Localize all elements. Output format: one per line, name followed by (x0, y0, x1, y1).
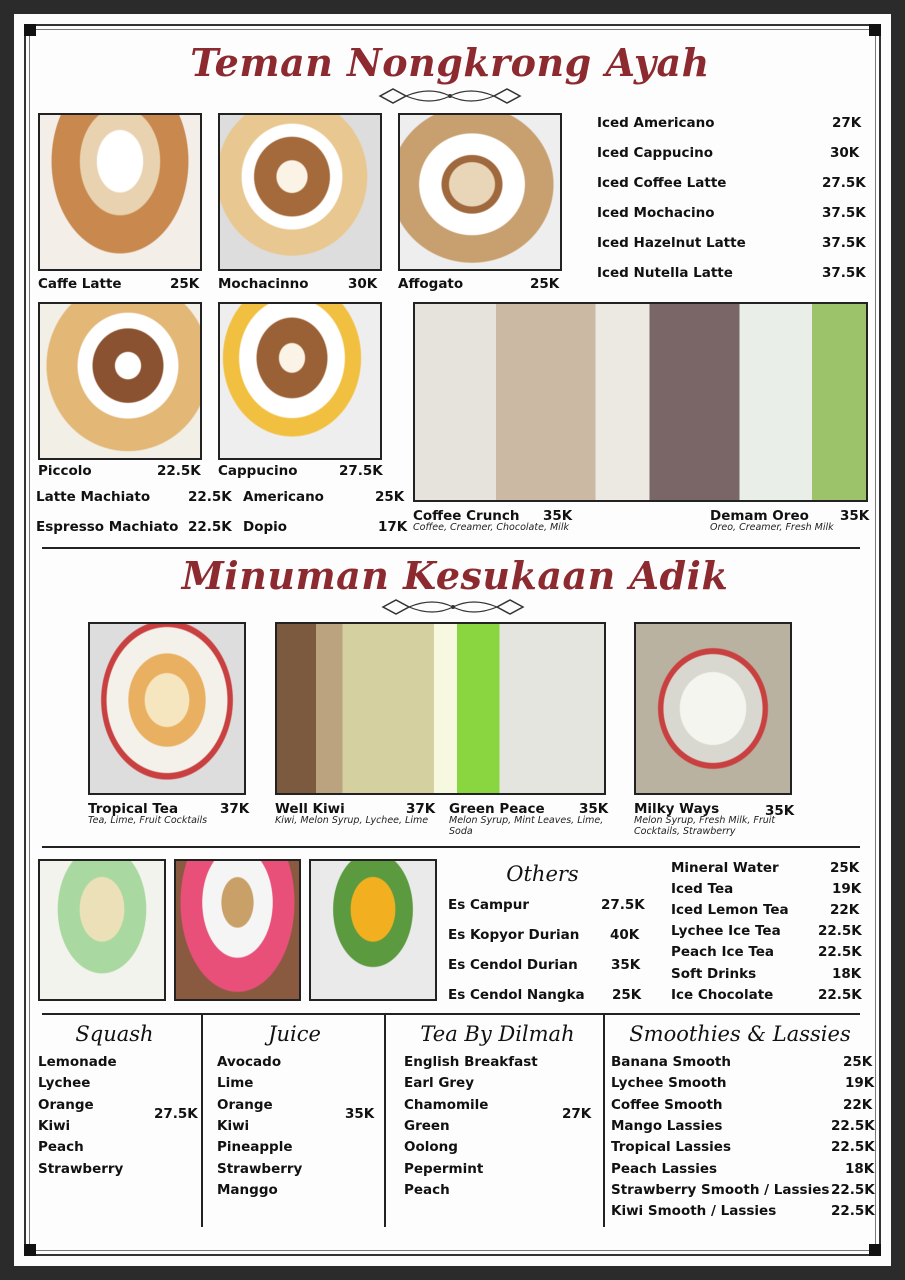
section-title-kids: Minuman Kesukaan Adik (181, 553, 729, 598)
item-price: 35K (611, 957, 641, 973)
item-desc: Melon Syrup, Mint Leaves, Lime, (449, 815, 604, 826)
item-name: Dopio (243, 519, 288, 535)
juice-title: Juice (268, 1022, 321, 1046)
affogato-photo (398, 113, 562, 271)
item-name: Iced Lemon Tea (671, 902, 789, 918)
item-desc: Cocktails, Strawberry (634, 826, 736, 837)
es-campur-photo (38, 859, 166, 1001)
item-name: Lychee (38, 1075, 91, 1091)
item-name: Milky Ways (634, 801, 720, 817)
item-price: 25K (843, 1054, 873, 1070)
corner-ornament (24, 24, 36, 36)
cappucino-photo (218, 302, 382, 460)
item-name: Affogato (398, 276, 464, 292)
item-price: 22K (830, 902, 860, 918)
item-price: 19K (845, 1075, 875, 1091)
section-title-coffee: Teman Nongkrong Ayah (190, 40, 710, 85)
squash-title: Squash (75, 1022, 154, 1046)
item-name: Iced Coffee Latte (597, 175, 727, 191)
item-price: 35K (345, 1106, 375, 1122)
ornament-divider-icon (375, 86, 525, 106)
item-price: 18K (832, 966, 862, 982)
item-price: 22.5K (818, 987, 862, 1003)
item-name: Lychee Smooth (611, 1075, 727, 1091)
item-price: 27.5K (601, 897, 645, 913)
iced-blended-photo (413, 302, 868, 502)
column-divider (201, 1015, 203, 1227)
item-price: 37.5K (822, 235, 866, 251)
item-name: Chamomile (404, 1097, 489, 1113)
corner-ornament (869, 1244, 881, 1256)
corner-ornament (24, 1244, 36, 1256)
item-price: 25K (830, 860, 860, 876)
item-price: 37K (406, 801, 436, 817)
item-desc: Oreo, Creamer, Fresh Milk (710, 522, 834, 533)
item-name: Lychee Ice Tea (671, 923, 781, 939)
es-kopyor-photo (174, 859, 301, 1001)
item-name: Pepermint (404, 1161, 484, 1177)
item-name: Pineapple (217, 1139, 293, 1155)
item-price: 40K (610, 927, 640, 943)
item-name: Espresso Machiato (36, 519, 179, 535)
item-name: Coffee Crunch (413, 508, 520, 524)
item-name: Iced Cappucino (597, 145, 714, 161)
item-name: Es Campur (448, 897, 529, 913)
section-divider (42, 1013, 860, 1015)
item-price: 19K (832, 881, 862, 897)
item-name: Manggo (217, 1182, 278, 1198)
tropical-tea-photo (88, 622, 246, 795)
item-price: 27K (562, 1106, 592, 1122)
item-name: Mineral Water (671, 860, 779, 876)
item-name: Tropical Lassies (611, 1139, 731, 1155)
item-name: Americano (243, 489, 324, 505)
item-price: 22.5K (188, 519, 232, 535)
ornament-divider-icon (378, 597, 528, 617)
item-price: 35K (765, 803, 795, 819)
item-name: Es Cendol Nangka (448, 987, 585, 1003)
item-price: 17K (378, 519, 408, 535)
item-name: Lime (217, 1075, 254, 1091)
item-desc: Soda (449, 826, 473, 837)
item-price: 22.5K (831, 1203, 875, 1219)
item-name: Strawberry Smooth / Lassies (611, 1182, 830, 1198)
item-name: Latte Machiato (36, 489, 151, 505)
item-desc: Tea, Lime, Fruit Cocktails (88, 815, 208, 826)
item-name: English Breakfast (404, 1054, 538, 1070)
item-price: 25K (612, 987, 642, 1003)
item-name: Peach (38, 1139, 84, 1155)
item-price: 22K (843, 1097, 873, 1113)
item-name: Es Cendol Durian (448, 957, 578, 973)
item-name: Peach (404, 1182, 450, 1198)
corner-ornament (869, 24, 881, 36)
item-name: Green Peace (449, 801, 545, 817)
item-name: Kiwi (38, 1118, 71, 1134)
item-name: Es Kopyor Durian (448, 927, 580, 943)
item-price: 25K (170, 276, 200, 292)
item-name: Demam Oreo (710, 508, 809, 524)
item-price: 37.5K (822, 265, 866, 281)
section-divider (42, 547, 860, 549)
item-price: 30K (348, 276, 378, 292)
item-name: Coffee Smooth (611, 1097, 723, 1113)
section-divider (42, 846, 860, 848)
piccolo-photo (38, 302, 202, 460)
item-name: Peach Lassies (611, 1161, 718, 1177)
item-name: Tropical Tea (88, 801, 179, 817)
item-price: 35K (579, 801, 609, 817)
item-name: Piccolo (38, 463, 92, 479)
item-name: Green (404, 1118, 450, 1134)
item-name: Mango Lassies (611, 1118, 723, 1134)
item-name: Banana Smooth (611, 1054, 731, 1070)
milky-ways-photo (634, 622, 792, 795)
item-price: 27K (832, 115, 862, 131)
item-name: Lemonade (38, 1054, 117, 1070)
item-name: Orange (217, 1097, 273, 1113)
item-name: Iced Mochacino (597, 205, 715, 221)
item-name: Avocado (217, 1054, 282, 1070)
item-name: Strawberry (217, 1161, 303, 1177)
item-price: 27.5K (154, 1106, 198, 1122)
item-desc: Kiwi, Melon Syrup, Lychee, Lime (275, 815, 429, 826)
column-divider (384, 1015, 386, 1227)
item-price: 30K (830, 145, 860, 161)
item-price: 37.5K (822, 205, 866, 221)
item-price: 37K (220, 801, 250, 817)
item-price: 22.5K (188, 489, 232, 505)
item-name: Iced Hazelnut Latte (597, 235, 746, 251)
caffe-latte-photo (38, 113, 202, 271)
item-name: Earl Grey (404, 1075, 475, 1091)
item-price: 22.5K (157, 463, 201, 479)
item-price: 22.5K (818, 944, 862, 960)
item-name: Ice Chocolate (671, 987, 774, 1003)
item-desc: Melon Syrup, Fresh Milk, Fruit (634, 815, 776, 826)
item-name: Soft Drinks (671, 966, 757, 982)
item-price: 22.5K (818, 923, 862, 939)
item-name: Oolong (404, 1139, 458, 1155)
smoothies-title: Smoothies & Lassies (629, 1022, 851, 1046)
item-price: 25K (375, 489, 405, 505)
column-divider (603, 1015, 605, 1227)
item-price: 22.5K (831, 1182, 875, 1198)
es-cendol-photo (309, 859, 437, 1001)
item-name: Iced Nutella Latte (597, 265, 733, 281)
item-name: Cappucino (218, 463, 298, 479)
item-name: Peach Ice Tea (671, 944, 775, 960)
others-title: Others (506, 862, 579, 886)
item-price: 27.5K (339, 463, 383, 479)
item-name: Kiwi (217, 1118, 250, 1134)
item-desc: Coffee, Creamer, Chocolate, Milk (413, 522, 569, 533)
kiwi-peace-photo (275, 622, 606, 795)
item-price: 35K (543, 508, 573, 524)
tea-title: Tea By Dilmah (420, 1022, 575, 1046)
item-price: 35K (840, 508, 870, 524)
item-name: Orange (38, 1097, 94, 1113)
mochacinno-photo (218, 113, 382, 271)
item-price: 22.5K (831, 1118, 875, 1134)
item-name: Iced Americano (597, 115, 715, 131)
item-name: Caffe Latte (38, 276, 122, 292)
item-name: Kiwi Smooth / Lassies (611, 1203, 777, 1219)
item-price: 27.5K (822, 175, 866, 191)
item-name: Strawberry (38, 1161, 124, 1177)
item-price: 25K (530, 276, 560, 292)
item-name: Iced Tea (671, 881, 734, 897)
item-name: Well Kiwi (275, 801, 345, 817)
item-price: 22.5K (831, 1139, 875, 1155)
item-price: 18K (845, 1161, 875, 1177)
item-name: Mochacinno (218, 276, 309, 292)
